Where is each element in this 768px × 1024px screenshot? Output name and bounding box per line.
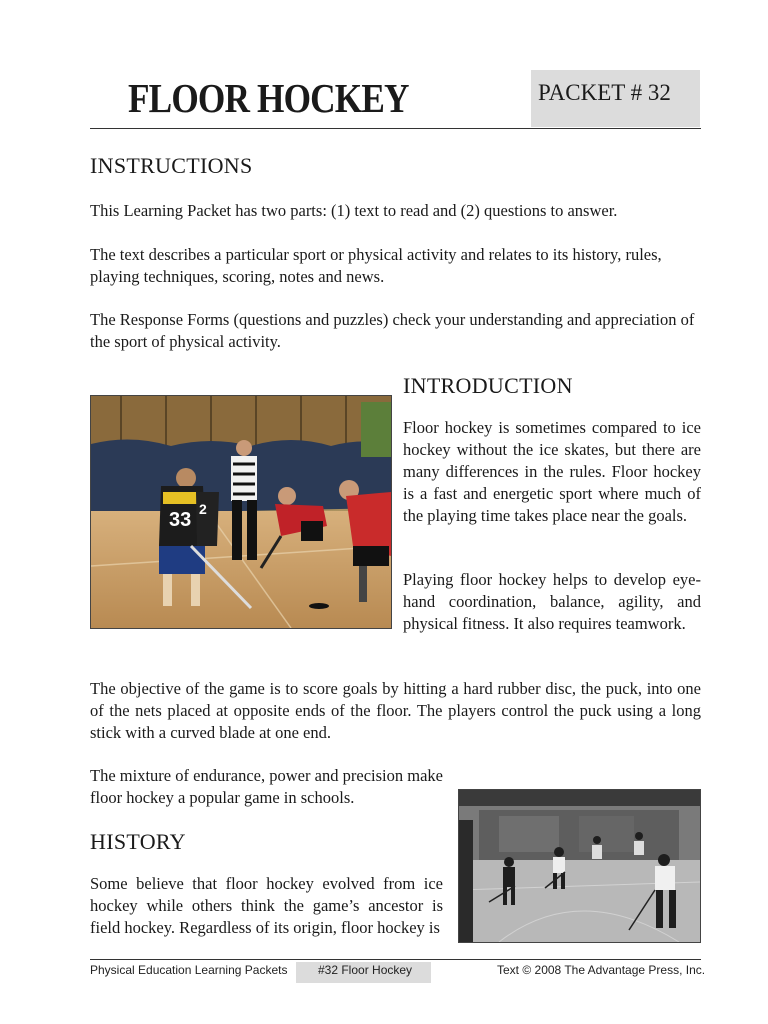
- introduction-paragraph-4: The mixture of endurance, power and precision make floor hockey a popular game in schools.: [90, 766, 443, 807]
- footer-series-title: Physical Education Learning Packets: [90, 963, 288, 977]
- instructions-paragraph-3: The Response Forms (questions and puzzles) check your understanding and appreciation of the sport of physical activity.: [90, 310, 695, 351]
- faceoff-photo: [90, 395, 392, 629]
- page-title: FLOOR HOCKEY: [128, 75, 409, 121]
- jersey-number-2: 2: [199, 501, 207, 517]
- footer-divider: [90, 959, 701, 960]
- instructions-paragraph-1: This Learning Packet has two parts: (1) text to read and (2) questions to answer.: [90, 201, 618, 220]
- footer-copyright: Text © 2008 The Advantage Press, Inc.: [497, 963, 706, 977]
- packet-number: PACKET # 32: [538, 80, 671, 105]
- history-paragraph: Some believe that floor hockey evolved from ice hockey while others think the game’s ancestor is field hockey. Regardless of its origin, floor hockey is: [90, 874, 443, 937]
- header-divider: [90, 128, 701, 129]
- instructions-paragraph-2: The text describes a particular sport or physical activity and relates to its history, rules, playing techniques, scoring, notes and news.: [90, 245, 662, 286]
- introduction-heading: INTRODUCTION: [403, 373, 573, 398]
- instructions-heading: INSTRUCTIONS: [90, 153, 253, 178]
- history-heading: HISTORY: [90, 829, 186, 854]
- jersey-number-33: 33: [169, 509, 192, 531]
- footer-packet-title: #32 Floor Hockey: [318, 963, 413, 977]
- introduction-paragraph-3: The objective of the game is to score goals by hitting a hard rubber disc, the puck, into one of the nets placed at opposite ends of the floor. The players control the puck using a long stick with a curved blade at one end.: [90, 679, 701, 742]
- introduction-paragraph-1: Floor hockey is sometimes compared to ice hockey without the ice skates, but there are many differences in the rules. Floor hockey is a fast and energetic sport where much of the playing time takes place near the goals.: [403, 418, 701, 525]
- gym-game-photo: [458, 789, 701, 943]
- introduction-paragraph-2: Playing floor hockey helps to develop eye-hand coordination, balance, agility, and physical fitness. It also requires teamwork.: [403, 570, 701, 633]
